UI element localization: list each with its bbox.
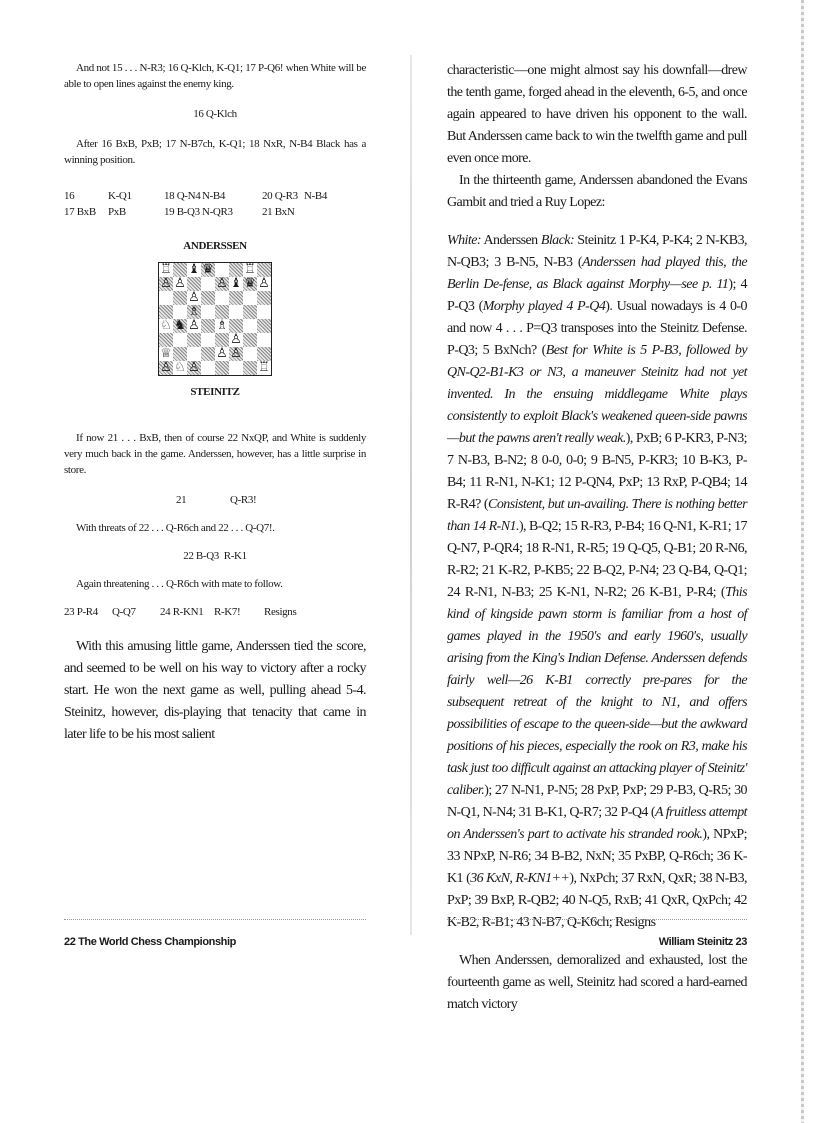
top-player-label: ANDERSSEN xyxy=(183,240,247,252)
chess-piece-icon: ♘ xyxy=(174,360,186,375)
move-text: ), NxPch; 37 RxN, QxR; 38 N-B3, PxP; 39 BxP, R-QB2; 40 N-Q5, RxB; 41 QxR, QxPch; 42 K-B2, R-B1; 43 N-B7, Q-K6ch; Resigns xyxy=(447,871,747,930)
move-cell: 20 Q-R3 xyxy=(262,190,298,202)
game-score-paragraph xyxy=(447,230,747,934)
board-square xyxy=(187,333,201,347)
move-cell: 21 BxN xyxy=(262,206,295,218)
move-21-line xyxy=(64,492,366,508)
move-cell: 24 R-KN1 xyxy=(160,606,204,618)
board-square xyxy=(243,291,257,305)
annotation-text: 36 KxN, R-KN1++ xyxy=(470,871,570,886)
board-square xyxy=(159,347,173,361)
board-square xyxy=(215,263,229,277)
annotation-text: Anderssen had played this, the Berlin De-fense, as Black against Morphy—see p. 11 xyxy=(447,255,747,292)
board-square xyxy=(201,361,215,375)
move-cell: Q-R3! xyxy=(230,494,257,506)
board-square xyxy=(187,347,201,361)
board-square xyxy=(257,319,271,333)
left-paragraph-3: If now 21 . . . BxB, then of course 22 NxQP, and White is suddenly very much back in the game. Anderssen, however, has a little surprise in store. xyxy=(64,432,366,476)
board-square xyxy=(201,305,215,319)
board-square xyxy=(243,263,257,277)
move-text: ). Usual nowadays is 4 0-0 and now 4 . . . P=Q3 transposes into the Steinitz Defense. P-Q3; 5 BxNch? ( xyxy=(447,299,747,358)
board-square xyxy=(215,347,229,361)
right-paragraph-3: When Anderssen, demoralized and exhausted, lost the fourteenth game as well, Steinitz had scored a hard-earned match victory xyxy=(447,953,747,1012)
board-square xyxy=(243,319,257,333)
move-cell: N-B4 xyxy=(202,190,226,202)
board-square xyxy=(257,277,271,291)
chess-diagram xyxy=(64,262,366,376)
chess-piece-icon: ♙ xyxy=(230,332,242,347)
board-square xyxy=(201,333,215,347)
move-text: ), NPxP; 33 NPxP, N-R6; 34 B-B2, NxN; 35 PxBP, Q-R6ch; 36 K-K1 ( xyxy=(447,827,747,886)
board-square xyxy=(173,319,187,333)
left-footer-rule xyxy=(64,919,366,920)
right-footer-rule xyxy=(447,919,747,920)
chess-piece-icon: ♕ xyxy=(160,346,172,361)
board-square xyxy=(215,319,229,333)
left-paragraph-6: With this amusing little game, Anderssen tied the score, and seemed to be well on his way to victory after a rocky start. He won the next game as well, pulling ahead 5-4. Steinitz, however, dis-playing that tenacity that came in later life to be his most salient xyxy=(64,639,366,742)
chess-piece-icon: ♖ xyxy=(244,262,256,277)
board-square xyxy=(243,277,257,291)
chess-piece-icon: ♝ xyxy=(230,276,242,291)
board-square xyxy=(173,333,187,347)
board-square xyxy=(257,333,271,347)
board-square xyxy=(215,361,229,375)
chess-piece-icon: ♝ xyxy=(188,262,200,277)
move-text: Anderssen xyxy=(481,233,541,248)
moves-table xyxy=(64,188,366,220)
board-square xyxy=(159,277,173,291)
annotation-text: Morphy played 4 P-Q4 xyxy=(482,299,606,314)
chess-piece-icon: ♙ xyxy=(174,276,186,291)
move-cell: 23 P-R4 xyxy=(64,606,98,618)
board-square xyxy=(187,277,201,291)
page-edge-shadow xyxy=(801,0,804,1123)
left-running-footer: 22 The World Chess Championship xyxy=(64,936,236,948)
chess-piece-icon: ♙ xyxy=(258,276,270,291)
chess-piece-icon: ♙ xyxy=(160,360,172,375)
move-text: ), PxB; 6 P-KR3, P-N3; 7 N-B3, B-N2; 8 0-0, 0-0; 9 B-N5, P-KR3; 10 B-K3, P-B4; 11 R-N1, N-K1; 12 P-QN4, PxP; 13 RxP, P-QB4; 14 R-R4? ( xyxy=(447,431,747,512)
move-cell: PxB xyxy=(108,206,126,218)
chess-piece-icon: ♙ xyxy=(188,360,200,375)
board-square xyxy=(243,333,257,347)
board-square xyxy=(229,263,243,277)
board-square xyxy=(257,263,271,277)
board-square xyxy=(229,319,243,333)
board-square xyxy=(229,291,243,305)
move-cell: 18 Q-N4 xyxy=(164,190,201,202)
board-square xyxy=(201,347,215,361)
move-22-line: 22 B-Q3 R-K1 xyxy=(183,550,247,562)
chess-piece-icon: ♙ xyxy=(230,346,242,361)
board-square xyxy=(201,291,215,305)
chess-piece-icon: ♖ xyxy=(258,360,270,375)
board-square xyxy=(159,333,173,347)
move-cell: R-K7! xyxy=(214,606,241,618)
board-square xyxy=(257,347,271,361)
right-column xyxy=(447,60,747,1016)
board-square xyxy=(173,305,187,319)
move-text: ), B-Q2; 15 R-R3, P-B4; 16 Q-N1, K-R1; 17 Q-N7, P-QR4; 18 R-N1, R-R5; 19 Q-Q5, Q-B1; 20 R-N6, R-R2; 21 K-R2, P-KB5; 22 B-Q2, P-N4; 23 Q-B4, Q-Q1; 24 R-N1, N-B3; 25 K-N1, N-R2; 26 K-B1, P-R4; ( xyxy=(447,519,747,600)
left-paragraph-1: And not 15 . . . N-R3; 16 Q-Klch, K-Q1; 17 P-Q6! when White will be able to open lines against the enemy king. xyxy=(64,62,366,90)
board-square xyxy=(229,277,243,291)
board-square xyxy=(229,305,243,319)
annotation-text: Best for White is 5 P-B3, followed by QN-Q2-B1-K3 or N3, a maneuver Steinitz had not yet invented. In the ensuing middlegame White plays consistently to exploit Black's weakened queen-side pawns—but the pawns aren't really weak. xyxy=(447,343,747,446)
chess-piece-icon: ♛ xyxy=(202,262,214,277)
move-cell: Resigns xyxy=(264,606,297,618)
book-gutter xyxy=(410,55,412,935)
board-square xyxy=(229,361,243,375)
chess-piece-icon: ♗ xyxy=(188,304,200,319)
move-cell: N-QR3 xyxy=(202,206,233,218)
left-column xyxy=(64,60,366,746)
board-square xyxy=(243,361,257,375)
board-square xyxy=(173,263,187,277)
board-square xyxy=(159,361,173,375)
move-cell: 19 B-Q3 xyxy=(164,206,200,218)
annotation-text: This kind of kingside pawn storm is familiar from a host of games played in the 1950's and early 1960's, usually arising from the King's Indian Defense. Anderssen defends fairly well—26 K-B1 correctly pre-pares for the subsequent retreat of the knight to N1, and offers possibilities of escape to the queen-side—but the awkward positions of his pieces, especially the rook on R3, make his task just too difficult against an attacking player of Steinitz' caliber. xyxy=(447,585,747,798)
board-square xyxy=(173,347,187,361)
move-text: Steinitz 1 P-K4, P-K4; 2 N-KB3, N-QB3; 3 B-N5, N-B3 ( xyxy=(447,233,747,270)
right-paragraph-2: In the thirteenth game, Anderssen abandoned the Evans Gambit and tried a Ruy Lopez: xyxy=(447,173,747,210)
board-square xyxy=(159,305,173,319)
board-square xyxy=(159,319,173,333)
move-cell: Q-Q7 xyxy=(112,606,136,618)
right-running-footer: William Steinitz 23 xyxy=(658,936,747,948)
board-square xyxy=(243,347,257,361)
move-cell: 21 xyxy=(176,494,187,506)
move-text: ); 27 N-N1, P-N5; 28 PxP, PxP; 29 P-B3, Q-R5; 30 N-Q1, N-N4; 31 B-K1, Q-R7; 32 P-Q4 ( xyxy=(447,783,747,820)
chess-piece-icon: ♘ xyxy=(160,318,172,333)
board-square xyxy=(243,305,257,319)
board-square xyxy=(229,347,243,361)
annotation-text: A fruitless attempt on Anderssen's part to activate his stranded rook. xyxy=(447,805,748,842)
left-paragraph-2: After 16 BxB, PxB; 17 N-B7ch, K-Q1; 18 NxR, N-B4 Black has a winning position. xyxy=(64,138,366,166)
board-square xyxy=(215,291,229,305)
board-square xyxy=(187,263,201,277)
annotation-text: Consistent, but un-availing. There is nothing better than 14 R-N1. xyxy=(447,497,747,534)
move-cell: K-Q1 xyxy=(108,190,132,202)
board-square xyxy=(215,305,229,319)
annotation-text: White: xyxy=(447,233,482,248)
chess-piece-icon: ♛ xyxy=(244,276,256,291)
chess-piece-icon: ♙ xyxy=(216,276,228,291)
chess-piece-icon: ♙ xyxy=(188,290,200,305)
chess-piece-icon: ♗ xyxy=(216,318,228,333)
board-square xyxy=(201,277,215,291)
board-square xyxy=(215,277,229,291)
bottom-player-label: STEINITZ xyxy=(190,386,240,398)
moves-row-1 xyxy=(64,188,366,204)
board-square xyxy=(201,263,215,277)
board-square xyxy=(173,361,187,375)
board-square xyxy=(187,291,201,305)
move-16-line: 16 Q-Klch xyxy=(193,108,237,120)
board-square xyxy=(201,319,215,333)
chess-piece-icon: ♙ xyxy=(160,276,172,291)
moves-row-3 xyxy=(64,604,366,620)
right-paragraph-1: characteristic—one might almost say his downfall—drew the tenth game, forged ahead in the eleventh, 6-5, and once again appeared to have driven his opponent to the wall. But Anderssen came back to win the twelfth game and pull even once more. xyxy=(447,63,747,166)
chess-piece-icon: ♞ xyxy=(174,318,186,333)
move-cell: N-B4 xyxy=(304,190,328,202)
left-paragraph-5: Again threatening . . . Q-R6ch with mate to follow. xyxy=(76,578,283,590)
board-square xyxy=(229,333,243,347)
board-square xyxy=(187,319,201,333)
move-cell: 17 BxB xyxy=(64,206,96,218)
chess-piece-icon: ♙ xyxy=(188,318,200,333)
chess-piece-icon: ♖ xyxy=(160,262,172,277)
move-text: ); 4 P-Q3 ( xyxy=(447,277,747,314)
board-square xyxy=(159,263,173,277)
board-square xyxy=(173,277,187,291)
board-square xyxy=(187,361,201,375)
left-paragraph-4: With threats of 22 . . . Q-R6ch and 22 . . . Q-Q7!. xyxy=(76,522,275,534)
board-square xyxy=(257,361,271,375)
board-square xyxy=(173,291,187,305)
chess-board xyxy=(158,262,272,376)
move-cell: 16 xyxy=(64,190,75,202)
board-square xyxy=(257,305,271,319)
board-square xyxy=(215,333,229,347)
annotation-text: Black: xyxy=(540,233,575,248)
board-square xyxy=(257,291,271,305)
board-square xyxy=(159,291,173,305)
board-square xyxy=(187,305,201,319)
moves-row-2 xyxy=(64,204,366,220)
chess-piece-icon: ♙ xyxy=(216,346,228,361)
